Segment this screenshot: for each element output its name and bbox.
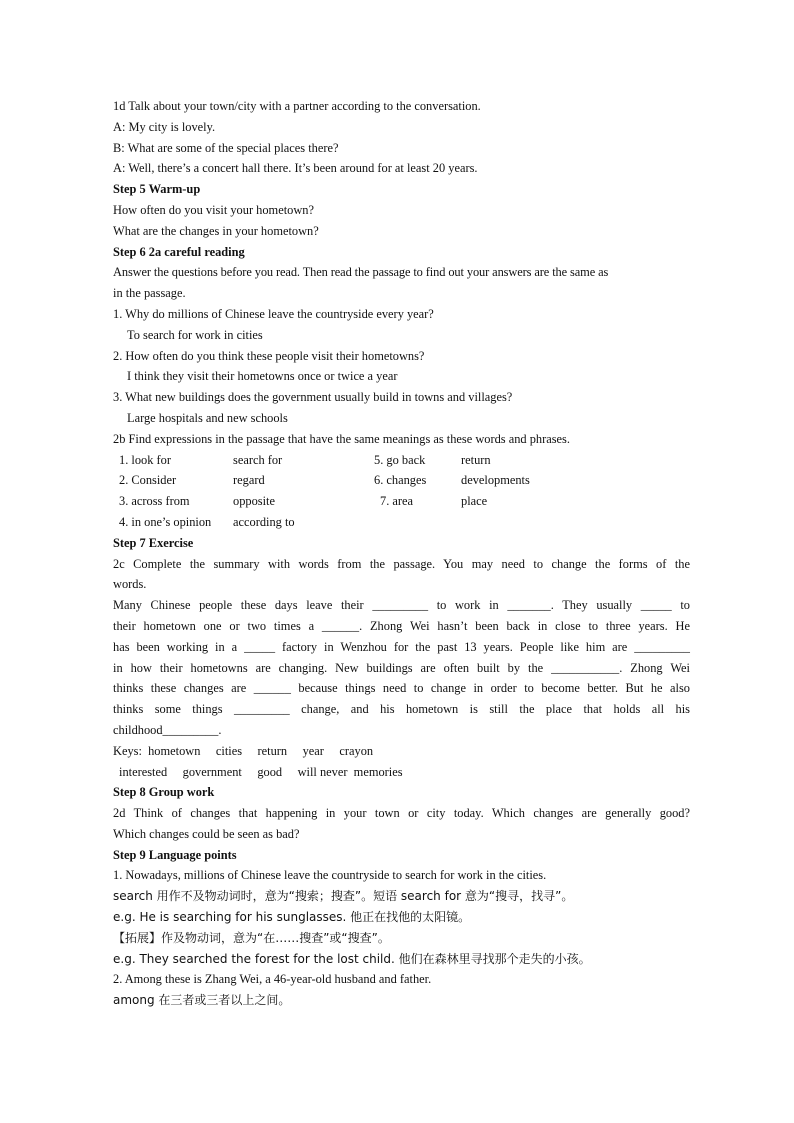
expression-match: according to <box>233 514 295 529</box>
text-line: Which changes could be seen as bad? <box>113 826 300 841</box>
expression-term: 5. go back <box>374 452 426 467</box>
section-heading: Step 9 Language points <box>113 847 237 862</box>
text-line: How often do you visit your hometown? <box>113 202 314 217</box>
question: 3. What new buildings does the government usually build in towns and villages? <box>113 390 513 405</box>
expression-row <box>113 512 690 533</box>
expression-term: 4. in one’s opinion <box>119 514 212 529</box>
expression-table <box>113 450 690 533</box>
answer: I think they visit their hometowns once or twice a year <box>127 369 398 384</box>
answer: To search for work in cities <box>127 327 263 342</box>
section-heading: Step 7 Exercise <box>113 535 194 550</box>
expression-row <box>113 491 690 512</box>
summary-line: thinks some things _________ change, and his hometown is still the place that holds all his <box>113 702 690 717</box>
language-point: 2. Among these is Zhang Wei, a 46-year-old husband and father. <box>113 972 432 987</box>
expression-match: return <box>461 452 491 467</box>
expression-match: developments <box>461 473 530 488</box>
language-note: among 在三者或三者以上之间。 <box>113 993 291 1008</box>
expression-row <box>113 450 690 471</box>
text-line: 2c Complete the summary with words from the passage. You may need to change the forms of the <box>113 556 690 571</box>
expression-term: 6. changes <box>374 473 427 488</box>
expression-term: 2. Consider <box>119 473 177 488</box>
answer: Large hospitals and new schools <box>127 410 288 425</box>
expression-match: opposite <box>233 494 275 509</box>
example-sentence: e.g. He is searching for his sunglasses. 他正在找他的太阳镜。 <box>113 910 471 925</box>
text-line: What are the changes in your hometown? <box>113 223 319 238</box>
expression-term: 1. look for <box>119 452 171 467</box>
summary-line: in how their hometowns are changing. New buildings are often built by the ___________. Zhong Wei <box>113 660 690 675</box>
summary-line: childhood_________. <box>113 722 222 737</box>
summary-line: has been working in a _____ factory in Wenzhou for the past 13 years. People like him are _________ <box>113 639 690 654</box>
section-heading: Step 8 Group work <box>113 785 215 800</box>
example-sentence: e.g. They searched the forest for the lost child. 他们在森林里寻找那个走失的小孩。 <box>113 951 591 966</box>
section-heading: Step 6 2a careful reading <box>113 244 245 259</box>
expression-term: 3. across from <box>119 494 190 509</box>
answer-keys: interested government good will never memories <box>119 764 403 779</box>
expression-match: regard <box>233 473 265 488</box>
summary-line: their hometown one or two times a ______. Zhong Wei hasn’t been back in close to three years. He <box>113 618 690 633</box>
text-line: 1d Talk about your town/city with a partner according to the conversation. <box>113 99 481 113</box>
answer-keys: Keys: hometown cities return year crayon <box>113 743 374 758</box>
expression-row <box>113 470 690 491</box>
question: 1. Why do millions of Chinese leave the countryside every year? <box>113 306 434 321</box>
dialogue-line: A: My city is lovely. <box>113 119 216 134</box>
dialogue-line: B: What are some of the special places there? <box>113 140 339 155</box>
expression-term: 7. area <box>380 494 414 509</box>
language-note: search 用作不及物动词时，意为“搜索；搜查”。短语 search for 意为“搜寻，找寻”。 <box>113 889 574 904</box>
text-line: Answer the questions before you read. Then read the passage to find out your answers are the same as <box>113 265 609 280</box>
dialogue-line: A: Well, there’s a concert hall there. It’s been around for at least 20 years. <box>113 161 478 176</box>
section-heading: Step 5 Warm-up <box>113 182 201 197</box>
text-line: 2d Think of changes that happening in your town or city today. Which changes are generally good? <box>113 806 690 821</box>
text-line: 2b Find expressions in the passage that have the same meanings as these words and phrases. <box>113 431 570 446</box>
summary-line: Many Chinese people these days leave their _________ to work in _______. They usually _____ to <box>113 598 690 613</box>
expression-match: search for <box>233 452 283 467</box>
text-line: in the passage. <box>113 286 186 301</box>
summary-line: thinks these changes are ______ because things need to change in order to become better. But he also <box>113 681 690 696</box>
document-page <box>113 96 690 1011</box>
question: 2. How often do you think these people visit their hometowns? <box>113 348 425 363</box>
extension-note: 【拓展】作及物动词，意为“在……搜查”或“搜查”。 <box>113 930 390 945</box>
text-line: words. <box>113 577 147 592</box>
language-point: 1. Nowadays, millions of Chinese leave the countryside to search for work in the cities. <box>113 868 547 883</box>
expression-match: place <box>461 494 488 509</box>
